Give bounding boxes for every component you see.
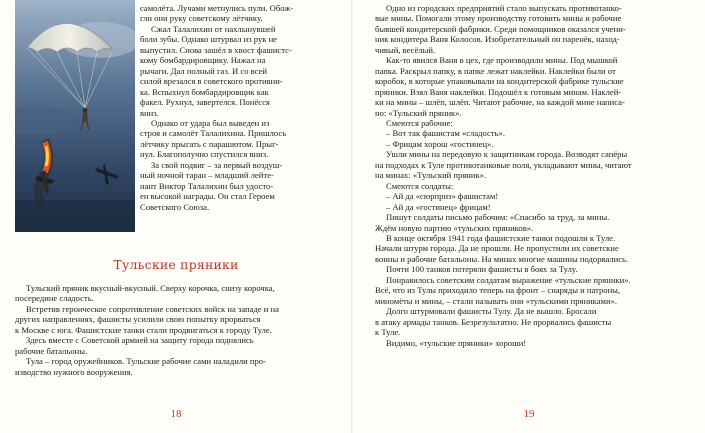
paragraph: Смеются солдаты:: [386, 180, 454, 191]
paragraph: чивый, весёлый.: [375, 44, 436, 55]
paragraph: лётчику прыгать с парашютом. Прыг-: [140, 138, 279, 149]
paragraph: – Фрицам хорош «гостинец».: [386, 138, 494, 149]
paragraph: к Москве с юга. Фашистские танки стали продвигаться к городу Туле.: [15, 324, 272, 335]
paragraph: коробок, в которые упаковывали на кондитерской фабрике тульские: [375, 76, 624, 87]
paragraph: ки на мины – шлёп, шлёп. Читают рабочие, на каждой мине написа-: [375, 97, 625, 108]
paragraph: Встретив героическое сопротивление советских войск на западе и на: [26, 303, 279, 314]
paragraph: ен высокой награды. Он стал Героем: [140, 191, 275, 202]
paragraph: За свой подвиг – за первый воздуш-: [151, 159, 283, 170]
paragraph: силой врезался в советского противни-: [140, 76, 283, 87]
paragraph: ник кондитера Ваня Колосов. Изобретательный он паренёк, наход-: [375, 34, 620, 45]
paragraph: Однако от удара был выведен из: [151, 117, 270, 128]
chapter-title: Тульские пряники: [113, 257, 239, 272]
paragraph: Ушли мины на передовую к защитникам города. Возводят сапёры: [386, 149, 628, 160]
paragraph: папка. Раскрыл папку, в папке лежат наклейки. Наклейки были от: [375, 65, 616, 76]
paragraph: факел. Рухнул, завертелся. Понёсся: [140, 97, 270, 108]
paragraph: Ждём новую партию «тульских пряников».: [375, 222, 534, 233]
paragraph: Одно из городских предприятий стало выпускать противотанко-: [386, 3, 622, 13]
paragraph: Здесь вместе с Советской армией на защиту города поднялись: [26, 335, 254, 346]
paragraph: ка. Вспыхнул бомбардировщик как: [140, 86, 269, 97]
paragraph: Тульский пряник вкусный-вкусный. Сверху корочка, снизу корочка,: [26, 283, 275, 293]
paragraph: вые мины. Помогали этому производству готовить мины и рабочие: [375, 13, 622, 24]
paragraph: Всё, что из Тулы приходило теперь на фронт – снаряды и патроны,: [375, 285, 621, 296]
paragraph: в атаку армады танков. Безрезультатно. Не прорвались фашисты: [375, 316, 612, 327]
paragraph: воины и рабочие батальоны. На минах многие машины подорвались.: [375, 253, 629, 264]
paragraph: – Ай да «гостинец» фрицам!: [386, 201, 491, 212]
paragraph: нул. Благополучно спустился вниз.: [140, 149, 269, 160]
paragraph: к Туле.: [375, 327, 401, 338]
paragraph: других направлениях, фашисты усилили свою попытку прорваться: [15, 314, 261, 325]
right-page: [353, 0, 705, 433]
left-page: [0, 0, 352, 433]
paragraph: пряники. Взял Ваня наклейки. Подошёл к готовым минам. Наклей-: [375, 86, 622, 97]
paragraph: Долго штурмовали фашисты Тулу. Да не вышло. Бросали: [386, 306, 597, 317]
paragraph: рабочие батальоны.: [15, 345, 88, 356]
paragraph: Сжал Талалихин от нахлынувшей: [151, 23, 276, 34]
page-number-left: 18: [170, 408, 182, 420]
paragraph: на минах: «Тульский пряник».: [375, 170, 487, 181]
paragraph: Понравилось советским солдатам выражение «тульские пряники».: [386, 274, 631, 285]
paragraph: кому бомбардировщику. Нажал на: [140, 55, 266, 66]
paragraph: Начали штурм города. Да не прошли. Не пропустили их советские: [375, 243, 619, 254]
paragraph: Почти 100 танков потеряли фашисты в боях за Тулу.: [386, 264, 578, 275]
paragraph: боли зубы. Однако штурвал из рук не: [140, 34, 277, 45]
paragraph: Смеются рабочие:: [386, 117, 453, 128]
paragraph: вниз.: [140, 107, 159, 118]
paragraph: Советского Союза.: [140, 201, 210, 212]
page-number-right: 19: [523, 408, 535, 420]
paragraph: но: «Тульский пряник».: [375, 107, 462, 118]
paragraph: ный ночной таран – младший лейте-: [140, 170, 274, 181]
paragraph: изводство нужного вооружения.: [15, 366, 133, 377]
paragraph: Видимо, «тульские пряники» хороши!: [386, 337, 527, 348]
paragraph: бывшей кондитерской фабрики. Среди помощников оказался учени-: [375, 23, 626, 34]
paragraph: Как-то явился Ваня в цех, где производили мины. Под мышкой: [386, 55, 618, 66]
paragraph: рычаги. Дал полный газ. И со всей: [140, 65, 267, 76]
paragraph: самолёта. Лучами метнулись пули. Обож-: [140, 3, 294, 13]
paragraph: гли они руку советскому лётчику.: [140, 13, 263, 24]
paragraph: на подходах к Туле противотанковые поля, укладывают мины, читают: [375, 159, 632, 170]
paragraph: посередине сладость.: [15, 293, 94, 304]
right-text: [375, 3, 693, 348]
parachute-air-battle-illustration: [15, 0, 135, 232]
left-bottom-text: [15, 283, 337, 377]
paragraph: выпустил. Снова зашёл в хвост фашистс-: [140, 44, 292, 55]
paragraph: В конце октября 1941 года фашистские танки подошли к Туле.: [386, 232, 616, 243]
paragraph: нант Виктор Талалихин был удосто-: [140, 180, 274, 191]
left-top-text: [140, 3, 338, 212]
paragraph: Пишут солдаты письмо рабочим: «Спасибо за труд, за мины.: [386, 212, 610, 223]
paragraph: миномёты и мины, – стали называть они «тульскими пряниками».: [375, 295, 618, 306]
paragraph: Тула – город оружейников. Тульские рабочие сами наладили про-: [26, 356, 266, 367]
illustration-art: [15, 0, 135, 232]
paragraph: строя и самолёт Талалихина. Пришлось: [140, 128, 287, 139]
paragraph: – Вот так фашистам «сладость».: [386, 128, 505, 139]
paragraph: – Ай да «сюрприз» фашистам!: [386, 191, 499, 202]
